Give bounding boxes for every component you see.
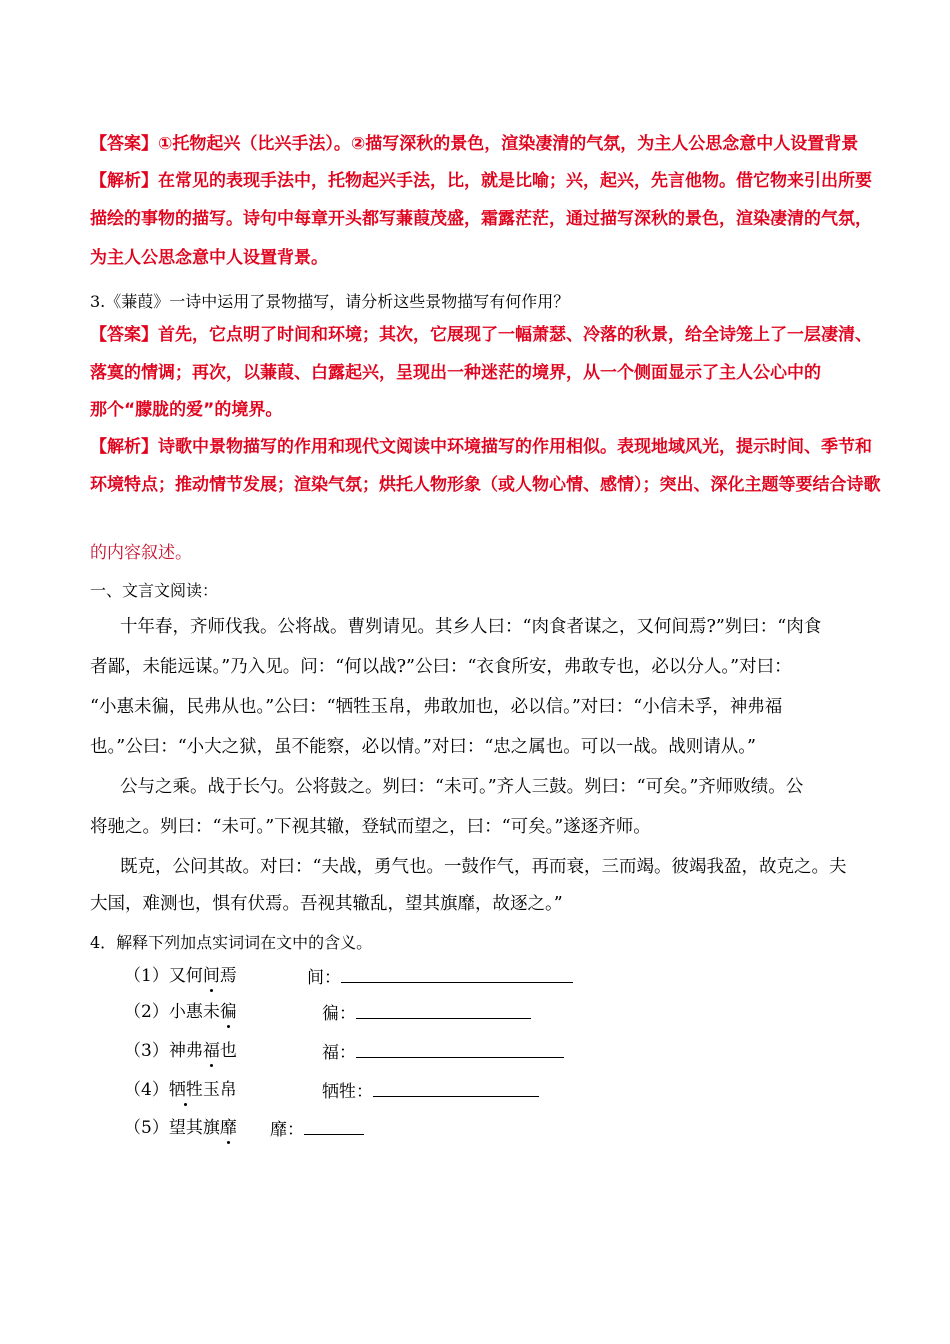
dotted-word: 福 xyxy=(202,1041,220,1061)
field-label: 靡： xyxy=(270,1120,304,1140)
passage-line: 公与之乘。战于长勺。公将鼓之。刿曰：“未可。”齐人三鼓。刿曰：“可矣。”齐师败绩。公 xyxy=(120,777,804,797)
item-number: （4） xyxy=(124,1080,169,1100)
passage-line: 既克，公问其故。对曰：“夫战，勇气也。一鼓作气，再而衰，三而竭。彼竭我盈，故克之。夫 xyxy=(120,857,847,877)
item-number: （5） xyxy=(124,1118,169,1138)
item-text: 也 xyxy=(219,1041,237,1061)
answer-field-1 xyxy=(307,964,573,990)
answer-blank[interactable] xyxy=(304,1116,364,1135)
analysis-1-line-2: 描绘的事物的描写。诗句中每章开头都写蒹葭茂盛，霜露茫茫，通过描写深秋的景色，渲染凄清的气氛， xyxy=(90,209,872,229)
answer-field-5 xyxy=(270,1116,364,1142)
item-text: 神弗 xyxy=(168,1041,203,1061)
dotted-word: 徧 xyxy=(219,1002,237,1022)
answer-field-2 xyxy=(322,1000,531,1026)
vocab-item-1 xyxy=(124,964,237,988)
dotted-word: 靡 xyxy=(219,1118,237,1138)
item-text: 又何 xyxy=(168,966,203,986)
answer-tag: 【答案】 xyxy=(90,325,158,345)
answer-text: ①托物起兴（比兴手法）。②描写深秋的景色，渲染凄清的气氛，为主人公思念意中人设置背景 xyxy=(158,134,859,154)
analysis-3-line-2: 环境特点；推动情节发展；渲染气氛；烘托人物形象（或人物心情、感情）；突出、深化主题等要结合诗歌 xyxy=(90,475,881,495)
passage-line: “小惠未徧，民弗从也。”公曰：“牺牲玉帛，弗敢加也，必以信。”对曰：“小信未孚，神弗福 xyxy=(90,697,783,717)
field-label: 间： xyxy=(307,968,341,988)
dotted-word: 间 xyxy=(202,966,220,986)
answer-blank[interactable] xyxy=(341,964,573,983)
answer-blank[interactable] xyxy=(356,1000,531,1019)
item-number: （2） xyxy=(124,1002,169,1022)
answer-text: 首先，它点明了时间和环境；其次，它展现了一幅萧瑟、冷落的秋景，给全诗笼上了一层凄清、 xyxy=(158,325,872,345)
answer-blank[interactable] xyxy=(373,1078,539,1097)
answer-3-line-2: 落寞的情调；再次，以蒹葭、白露起兴，呈现出一种迷茫的境界，从一个侧面显示了主人公心中的 xyxy=(90,363,821,383)
answer-field-4 xyxy=(322,1078,539,1104)
analysis-3-line-3: 的内容叙述。 xyxy=(90,543,192,563)
section-heading: 一、文言文阅读： xyxy=(90,581,219,600)
answer-1 xyxy=(90,132,858,156)
analysis-text: 在常见的表现手法中，托物起兴手法，比，就是比喻；兴，起兴，先言他物。借它物来引出所要 xyxy=(158,171,872,191)
vocab-item-4 xyxy=(124,1078,237,1102)
answer-tag: 【答案】 xyxy=(90,134,158,154)
answer-field-3 xyxy=(322,1039,564,1065)
answer-blank[interactable] xyxy=(356,1039,564,1058)
analysis-1-line-1 xyxy=(90,169,872,193)
item-text: 小惠未 xyxy=(168,1002,220,1022)
passage-line: 十年春，齐师伐我。公将战。曹刿请见。其乡人曰：“肉食者谋之，又何间焉?”刿曰：“肉食 xyxy=(120,617,822,637)
item-text: 望其旗 xyxy=(168,1118,220,1138)
answer-3-line-3: 那个“朦胧的爱”的境界。 xyxy=(90,400,283,420)
item-text: 焉 xyxy=(219,966,237,986)
item-number: （3） xyxy=(124,1041,169,1061)
analysis-text: 诗歌中景物描写的作用和现代文阅读中环境描写的作用相似。表现地域风光，提示时间、季节和 xyxy=(158,437,872,457)
vocab-item-2 xyxy=(124,1000,237,1024)
vocab-item-5 xyxy=(124,1116,237,1140)
item-number: （1） xyxy=(124,966,169,986)
analysis-tag: 【解析】 xyxy=(90,171,158,191)
analysis-tag: 【解析】 xyxy=(90,437,158,457)
analysis-3-line-1 xyxy=(90,435,872,459)
question-4: 4．解释下列加点实词词在文中的含义。 xyxy=(90,933,373,952)
passage-line: 大国，难测也，惧有伏焉。吾视其辙乱，望其旗靡，故逐之。” xyxy=(90,894,563,914)
field-label: 福： xyxy=(322,1043,356,1063)
field-label: 徧： xyxy=(322,1004,356,1024)
vocab-item-3 xyxy=(124,1039,237,1063)
item-text: 玉帛 xyxy=(202,1080,237,1100)
analysis-1-line-3: 为主人公思念意中人设置背景。 xyxy=(90,248,328,268)
passage-line: 者鄙，未能远谋。”乃入见。问：“何以战?”公曰：“衣食所安，弗敢专也，必以分人。”对曰： xyxy=(90,657,792,677)
passage-line: 也。”公曰：“小大之狱，虽不能察，必以情。”对曰：“忠之属也。可以一战。战则请从。” xyxy=(90,737,756,757)
answer-3-line-1 xyxy=(90,323,872,347)
dotted-word: 牺牲 xyxy=(168,1080,203,1100)
field-label: 牺牲： xyxy=(322,1082,373,1102)
question-3: 3.《蒹葭》一诗中运用了景物描写，请分析这些景物描写有何作用？ xyxy=(90,292,570,311)
passage-line: 将驰之。刿曰：“未可。”下视其辙，登轼而望之，曰：“可矣。”遂逐齐师。 xyxy=(90,817,651,837)
